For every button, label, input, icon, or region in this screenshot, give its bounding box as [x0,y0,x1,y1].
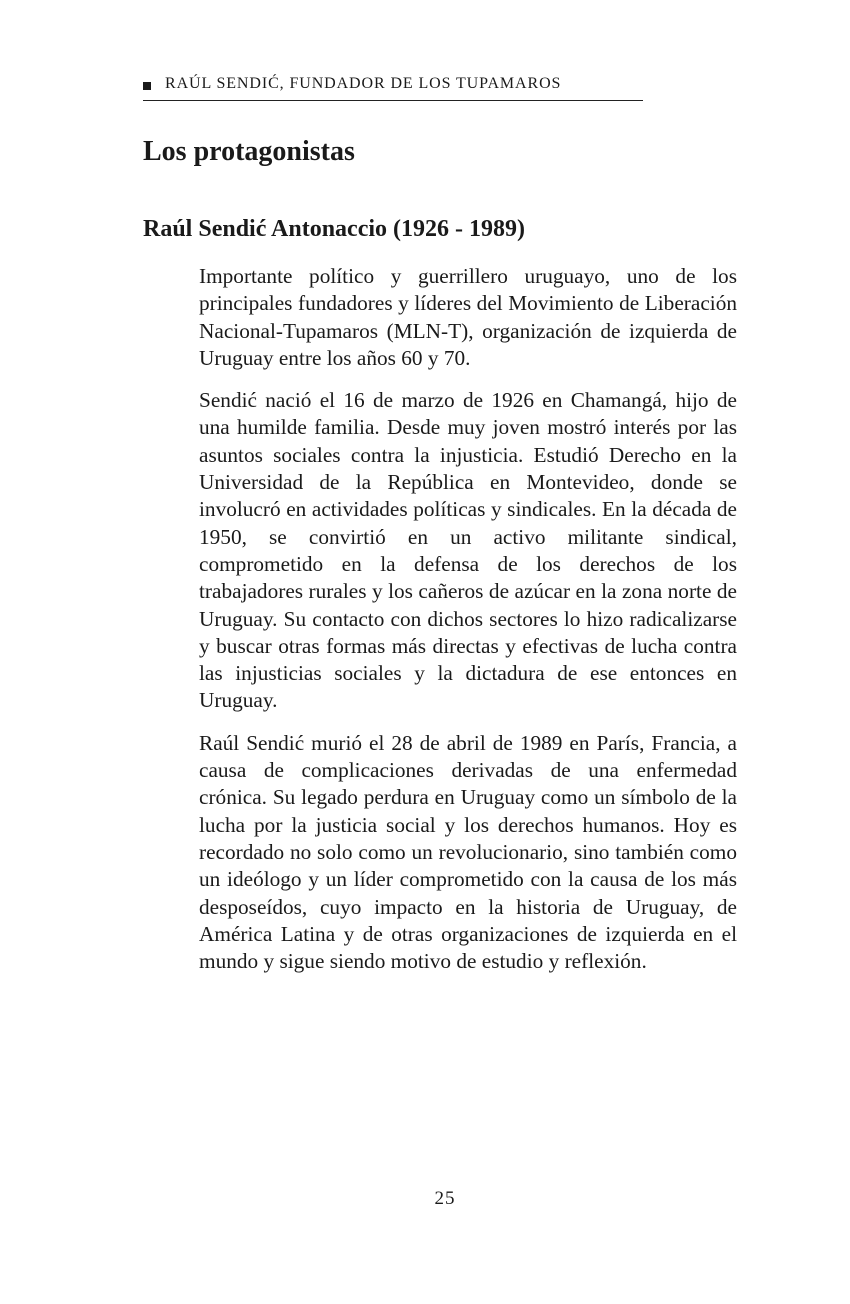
biography-body [199,263,737,990]
paragraph-early-life: Sendić nació el 16 de marzo de 1926 en Chamangá, hijo de una humilde familia. Desde muy joven mostró interés por las asuntos sociales contra la injusticia. Estudió Derecho en la Universidad de la República en Montevideo, donde se involucró en actividades políticas y sindicales. En la década de 1950, se convirtió en un activo militante sindical, comprometido en la defensa de los derechos de los trabajadores rurales y los cañeros de azúcar en la zona norte de Uruguay. Su contacto con dichos sectores lo hizo radicalizarse y buscar otras formas más directas y efectivas de lucha contra las injusticias sociales y la dictadura de ese entonces en Uruguay. [199,388,737,713]
paragraph-legacy: Raúl Sendić murió el 28 de abril de 1989 en París, Francia, a causa de complicaciones derivadas de una enfermedad crónica. Su legado perdura en Uruguay como un símbolo de la lucha por la justicia social y los derechos humanos. Hoy es recordado no solo como un revolucionario, sino también como un ideólogo y un líder comprometido con la causa de los más desposeídos, cuyo impacto en la historia de Uruguay, de América Latina y de otras organizaciones de izquierda en el mundo y sigue siendo motivo de estudio y reflexión. [199,730,737,974]
page-number: 25 [434,1188,456,1209]
section-title: Los protagonistas [143,136,355,167]
running-header-title: RAÚL SENDIĆ, FUNDADOR DE LOS TUPAMAROS [165,75,562,92]
square-bullet-icon [143,82,151,90]
running-header [143,74,643,101]
paragraph-intro: Importante político y guerrillero uruguayo, uno de los principales fundadores y líderes del Movimiento de Liberación Nacional-Tupamaros (MLN-T), organización de izquierda de Uruguay entre los años 60 y 70. [199,264,737,370]
person-heading: Raúl Sendić Antonaccio (1926 - 1989) [143,216,526,242]
